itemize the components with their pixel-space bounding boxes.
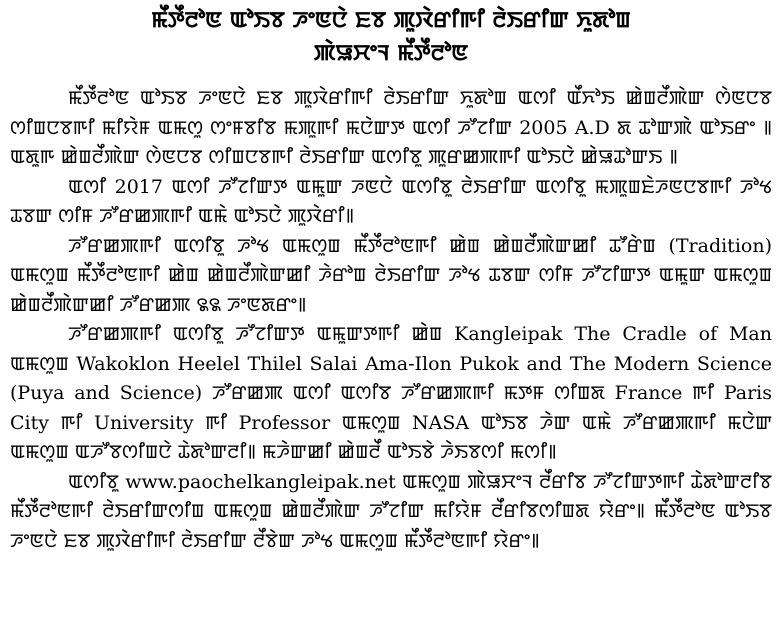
paragraph-4: ꯍꯧꯔꯀꯄꯒꯤ ꯑꯁꯤꯕꯨ ꯍꯧꯖꯤꯛꯇ ꯑꯃꯨꯛꯇꯒꯤ ꯀꯥꯡ Kangleipak The Cradle of Man ꯑꯃꯁꯨꯡ Wakoklon Heelel Thilel Salai Ama-Ilon Pukok and The Modern Science (Puya and Science) ꯍꯧꯔꯀꯄ ꯑꯁꯤ ꯑꯁꯤꯕ ꯍꯧꯔꯀꯄꯒꯤ ꯃꯇꯝ ꯁꯤꯡꯗ France ꯒꯤ Paris City ꯒꯤ University ꯒꯤ Professor ꯑꯃꯁꯨꯡ NASA ꯑꯣꯏꯕ ꯍꯥꯛ ꯑꯃꯥ ꯍꯧꯔꯀꯄꯒꯤ ꯃꯅꯥꯛ ꯑꯃꯁꯨꯡ ꯑꯍꯧꯕꯁꯤꯡꯅꯥ ꯊꯥꯗꯣꯛꯂꯤ꯫ ꯃꯍꯥꯛꯀꯤ ꯀꯥꯡꯂꯩ ꯑꯣꯏꯕꯥ ꯍꯥꯏꯕꯁꯤ ꯃꯁꯤ꯫: [10, 323, 772, 463]
paragraph-3: ꯍꯧꯔꯀꯄꯒꯤ ꯑꯁꯤꯕꯨ ꯍꯣꯠ ꯑꯃꯁꯨꯡ ꯃꯩꯇꯩꯂꯣꯟꯒꯤ ꯀꯥꯡ ꯀꯥꯡꯂꯩꯄꯥꯛꯀꯤ ꯊꯧꯔꯥꯡ (Tradition) ꯑꯃꯁꯨꯡ ꯃꯩꯇꯩꯂꯣꯟꯒꯤ ꯀꯥꯡ ꯀꯥꯡꯂꯩꯄꯥꯛꯀꯤ ꯍꯥꯔꯣꯡ ꯂꯥꯏꯔꯤꯛ ꯍꯣꯠ ꯊꯕꯛ ꯁꯤꯝ ꯍꯧꯖꯤꯛꯇ ꯑꯃꯨꯛ ꯑꯃꯁꯨꯡ ꯀꯥꯡꯂꯩꯄꯥꯛꯀꯤ ꯍꯧꯔꯀꯄ ꯲꯲ ꯍꯦꯟꯗꯔꯦ꯫: [10, 234, 772, 316]
title-line-2: ꯄꯥꯎꯆꯦꯜ ꯃꯩꯇꯩꯂꯣꯟ: [313, 40, 469, 66]
document-title: [10, 4, 772, 70]
paragraph-2: ꯑꯁꯤ 2017 ꯑꯁꯤ ꯍꯧꯖꯤꯛꯇ ꯑꯃꯨꯛ ꯍꯟꯅꯥ ꯑꯁꯤꯕꯨ ꯂꯥꯏꯔꯤꯛ ꯑꯁꯤꯕꯨ ꯃꯄꯨꯡꯐꯥꯍꯟꯅꯕꯒꯤ ꯍꯣꯠ ꯊꯕꯛ ꯁꯤꯝ ꯍꯧꯔꯀꯄꯒꯤ ꯑꯃꯥ ꯑꯣꯏꯅꯥ ꯄꯨꯋꯥꯔꯤ꯫: [10, 175, 772, 227]
paragraph-1: ꯃꯩꯇꯩꯂꯣꯟ ꯑꯣꯏꯕ ꯍꯦꯟꯅꯥ ꯐꯕ ꯄꯨꯋꯥꯔꯤꯒꯤ ꯂꯥꯏꯔꯤꯛ ꯈꯨꯗꯣꯡ ꯑꯁꯤ ꯑꯩꯈꯣꯏ ꯀꯥꯡꯂꯩꯄꯥꯛ ꯁꯥꯟꯅꯕ ꯁꯤꯡꯅꯕꯒꯤ ꯃꯤꯌꯥꯝ ꯑꯃꯁꯨ ꯁꯦꯝꯕꯤꯕ ꯃꯄꯨꯒꯤ ꯃꯅꯥꯛꯇ ꯑꯁꯤ ꯍꯧꯖꯤꯛ 2005 A.D ꯗ ꯊꯣꯛꯄꯥ ꯑꯣꯏꯔꯦ ꯫ ꯑꯗꯨꯒ ꯀꯥꯡꯂꯩꯄꯥꯛ ꯁꯥꯟꯅꯕ ꯁꯤꯡꯅꯕꯒꯤ ꯂꯥꯏꯔꯤꯛ ꯑꯁꯤꯕꯨ ꯄꯨꯔꯀꯄꯒꯤ ꯑꯣꯏꯅꯥ ꯀꯥꯎꯊꯣꯛꯏ ꯫: [10, 87, 772, 168]
title-line-1: ꯃꯩꯇꯩꯂꯣꯟ ꯑꯣꯏꯕ ꯍꯦꯟꯅꯥ ꯐꯕ ꯄꯨꯋꯥꯔꯤꯒꯤ ꯂꯥꯏꯔꯤꯛ ꯈꯨꯗꯣꯡ: [151, 7, 631, 33]
paragraph-5: ꯑꯁꯤꯕꯨ www.paochelkangleipak.net ꯑꯃꯁꯨꯡ ꯄꯥꯎꯆꯦꯜ ꯂꯩꯔꯤꯕ ꯍꯧꯖꯤꯛꯇꯒꯤ ꯊꯥꯗꯣꯛꯂꯤꯕ ꯃꯩꯇꯩꯂꯣꯟꯒꯤ ꯂꯥꯏꯔꯤꯛꯁꯤꯡ ꯑꯃꯁꯨꯡ ꯀꯥꯡꯂꯩꯄꯥꯛ ꯍꯧꯖꯤꯛ ꯃꯤꯌꯥꯝ ꯂꯩꯔꯤꯕꯁꯤꯡꯗ ꯌꯥꯔꯦ꯫ ꯃꯩꯇꯩꯂꯣꯟ ꯑꯣꯏꯕ ꯍꯦꯟꯅꯥ ꯐꯕ ꯄꯨꯋꯥꯔꯤꯒꯤ ꯂꯥꯏꯔꯤꯛ ꯂꯩꯕꯥꯛ ꯍꯣꯠ ꯑꯃꯁꯨꯡ ꯃꯩꯇꯩꯂꯣꯟꯒꯤ ꯌꯥꯔꯦ꯫: [10, 470, 772, 552]
